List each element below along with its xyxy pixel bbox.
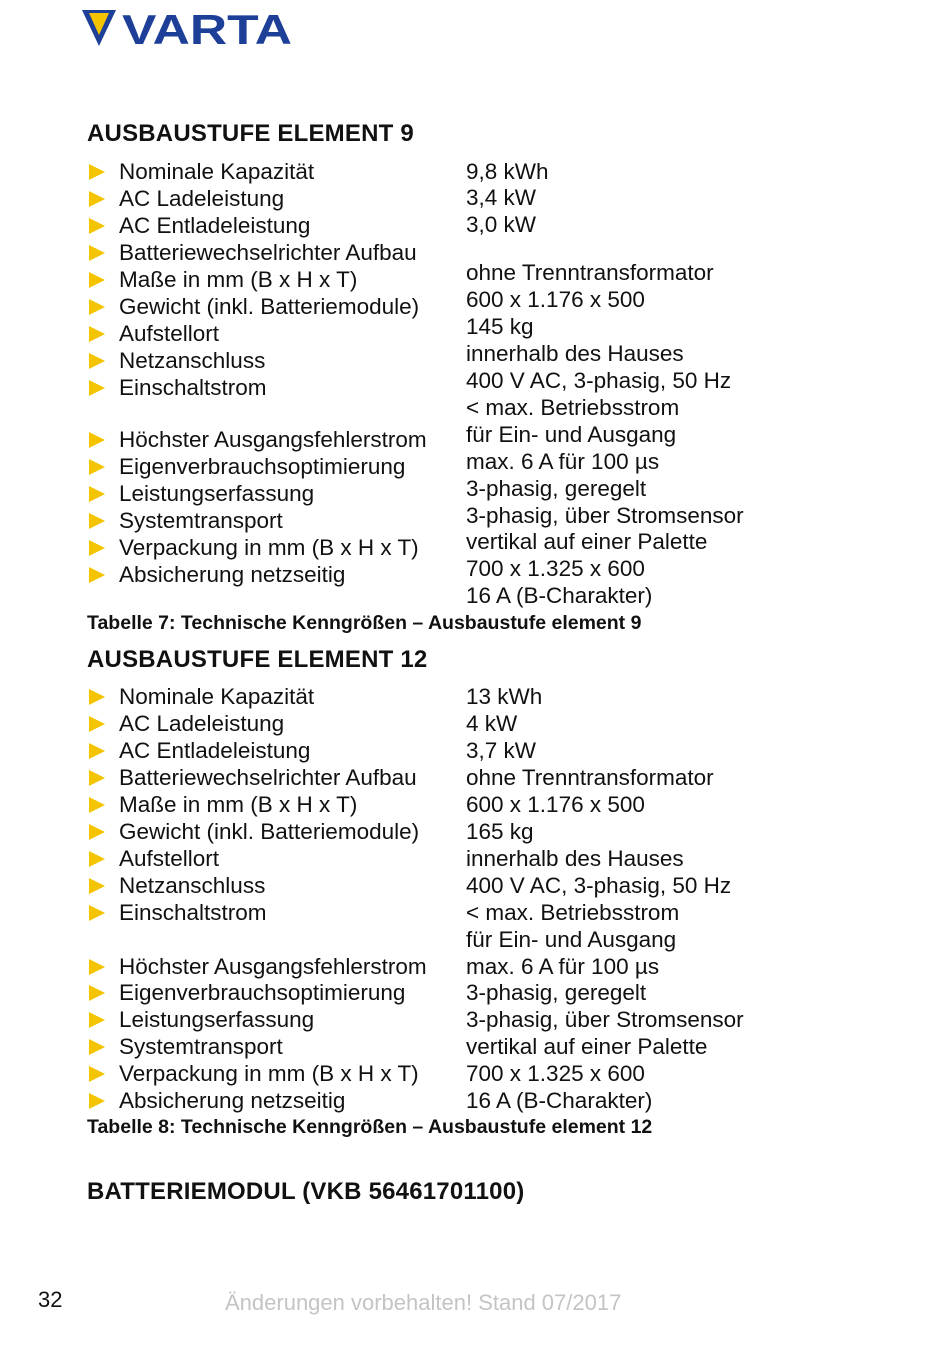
spec-label: Absicherung netzseitig [119, 1088, 346, 1113]
bullet-arrow-icon [89, 905, 105, 921]
spec-label-row [87, 737, 310, 764]
spec-label: Batteriewechselrichter Aufbau [119, 240, 417, 265]
spec-value: 400 V AC, 3-phasig, 50 Hz [466, 873, 732, 898]
spec-label-row [87, 239, 417, 266]
spec-label: Eigenverbrauchsoptimierung [119, 454, 406, 479]
bullet-arrow-icon [89, 272, 105, 288]
spec-label-row [87, 683, 314, 710]
spec-value: 4 kW [466, 711, 518, 736]
spec-label-row [87, 347, 265, 374]
spec-label-row [87, 818, 419, 845]
spec-value: 16 A (B-Charakter) [466, 1088, 653, 1113]
spec-label: Höchster Ausgangsfehlerstrom [119, 427, 427, 452]
spec-value: 600 x 1.176 x 500 [466, 792, 645, 817]
spec-value: vertikal auf einer Palette [466, 529, 708, 554]
spec-label-row [87, 1060, 419, 1087]
spec-label: Netzanschluss [119, 873, 266, 898]
spec-label-row [87, 979, 405, 1006]
spec-value: für Ein- und Ausgang [466, 422, 677, 447]
spec-label: Nominale Kapazität [119, 684, 315, 709]
spec-label: Maße in mm (B x H x T) [119, 792, 358, 817]
table-caption-element-12: Tabelle 8: Technische Kenngrößen – Ausbaustufe element 12 [87, 1116, 653, 1138]
spec-value: 3-phasig, geregelt [466, 476, 647, 501]
spec-label-row [87, 791, 357, 818]
spec-value: 3-phasig, geregelt [466, 980, 647, 1005]
spec-value: vertikal auf einer Palette [466, 1034, 708, 1059]
spec-value: < max. Betriebsstrom [466, 900, 680, 925]
spec-label-row [87, 374, 267, 401]
bullet-arrow-icon [89, 245, 105, 261]
spec-label: AC Entladeleistung [119, 738, 311, 763]
varta-logo-graphic [82, 8, 294, 48]
spec-label-row [87, 872, 265, 899]
footer-note: Änderungen vorbehalten! Stand 07/2017 [225, 1290, 622, 1315]
spec-label-row [87, 426, 427, 453]
spec-value: 3,7 kW [466, 738, 537, 763]
bullet-arrow-icon [89, 218, 105, 234]
spec-value: 3,4 kW [466, 185, 537, 210]
spec-label: Nominale Kapazität [119, 159, 315, 184]
bullet-arrow-icon [89, 716, 105, 732]
spec-label: Leistungserfassung [119, 1007, 315, 1032]
spec-value: 145 kg [466, 314, 534, 339]
spec-value: ohne Trenntransformator [466, 260, 714, 285]
spec-value: 9,8 kWh [466, 159, 549, 184]
spec-label: AC Ladeleistung [119, 711, 285, 736]
bullet-arrow-icon [89, 770, 105, 786]
varta-logo [82, 8, 294, 48]
bullet-arrow-icon [89, 513, 105, 529]
spec-value: innerhalb des Hauses [466, 341, 684, 366]
spec-label: Absicherung netzseitig [119, 562, 346, 587]
spec-value: max. 6 A für 100 µs [466, 449, 660, 474]
spec-label-row [87, 185, 284, 212]
bullet-arrow-icon [89, 743, 105, 759]
spec-label-row [87, 899, 267, 926]
spec-value: 600 x 1.176 x 500 [466, 287, 645, 312]
spec-value: 165 kg [466, 819, 534, 844]
bullet-arrow-icon [89, 540, 105, 556]
spec-value: 13 kWh [466, 684, 543, 709]
spec-value: 3,0 kW [466, 212, 537, 237]
spec-label: Einschaltstrom [119, 375, 267, 400]
bullet-arrow-icon [89, 353, 105, 369]
spec-value: 3-phasig, über Stromsensor [466, 503, 744, 528]
spec-label: Netzanschluss [119, 348, 266, 373]
spec-label: AC Entladeleistung [119, 213, 311, 238]
bullet-arrow-icon [89, 1039, 105, 1055]
logo-wordmark: VARTA [122, 8, 292, 48]
spec-value: 700 x 1.325 x 600 [466, 556, 645, 581]
spec-label-row [87, 1006, 314, 1033]
spec-label: Höchster Ausgangsfehlerstrom [119, 954, 427, 979]
bullet-arrow-icon [89, 326, 105, 342]
bullet-arrow-icon [89, 432, 105, 448]
spec-label: Aufstellort [119, 846, 220, 871]
spec-label-row [87, 1087, 345, 1114]
spec-label: Maße in mm (B x H x T) [119, 267, 358, 292]
spec-label-row [87, 845, 219, 872]
spec-value: ohne Trenntransformator [466, 765, 714, 790]
spec-value: 3-phasig, über Stromsensor [466, 1007, 744, 1032]
spec-label: Systemtransport [119, 1034, 283, 1059]
spec-label-row [87, 507, 283, 534]
bullet-arrow-icon [89, 380, 105, 396]
spec-value: 400 V AC, 3-phasig, 50 Hz [466, 368, 732, 393]
bullet-arrow-icon [89, 459, 105, 475]
spec-label: AC Ladeleistung [119, 186, 285, 211]
spec-label-row [87, 320, 219, 347]
page-number: 32 [38, 1287, 63, 1312]
spec-label: Gewicht (inkl. Batteriemodule) [119, 819, 420, 844]
section-heading-element-9: AUSBAUSTUFE ELEMENT 9 [87, 120, 414, 147]
bullet-arrow-icon [89, 567, 105, 583]
spec-value: max. 6 A für 100 µs [466, 954, 660, 979]
bullet-arrow-icon [89, 1066, 105, 1082]
bullet-arrow-icon [89, 959, 105, 975]
spec-label: Batteriewechselrichter Aufbau [119, 765, 417, 790]
bullet-arrow-icon [89, 1012, 105, 1028]
bullet-arrow-icon [89, 797, 105, 813]
spec-label-row [87, 710, 284, 737]
bullet-arrow-icon [89, 985, 105, 1001]
spec-label-row [87, 293, 419, 320]
bullet-arrow-icon [89, 191, 105, 207]
spec-label-row [87, 534, 419, 561]
spec-label-row [87, 212, 310, 239]
bullet-arrow-icon [89, 299, 105, 315]
section-heading-element-12: AUSBAUSTUFE ELEMENT 12 [87, 646, 428, 673]
table-caption-element-9: Tabelle 7: Technische Kenngrößen – Ausbaustufe element 9 [87, 612, 642, 634]
spec-label-row [87, 453, 405, 480]
spec-label: Verpackung in mm (B x H x T) [119, 535, 419, 560]
bullet-arrow-icon [89, 878, 105, 894]
bullet-arrow-icon [89, 824, 105, 840]
spec-label-row [87, 764, 417, 791]
spec-label-row [87, 266, 357, 293]
spec-label: Gewicht (inkl. Batteriemodule) [119, 294, 420, 319]
spec-label-row [87, 480, 314, 507]
spec-label: Systemtransport [119, 508, 283, 533]
spec-label-row [87, 158, 314, 185]
bullet-arrow-icon [89, 164, 105, 180]
spec-label-row [87, 953, 427, 980]
spec-value: innerhalb des Hauses [466, 846, 684, 871]
spec-label: Aufstellort [119, 321, 220, 346]
spec-label: Eigenverbrauchsoptimierung [119, 980, 406, 1005]
spec-label-row [87, 561, 345, 588]
spec-label: Leistungserfassung [119, 481, 315, 506]
spec-value: für Ein- und Ausgang [466, 927, 677, 952]
spec-value: 700 x 1.325 x 600 [466, 1061, 645, 1086]
bullet-arrow-icon [89, 1093, 105, 1109]
spec-value: 16 A (B-Charakter) [466, 583, 653, 608]
section-heading-batteriemodul: BATTERIEMODUL (VKB 56461701100) [87, 1178, 525, 1205]
spec-label: Verpackung in mm (B x H x T) [119, 1061, 419, 1086]
spec-label: Einschaltstrom [119, 900, 267, 925]
bullet-arrow-icon [89, 486, 105, 502]
bullet-arrow-icon [89, 851, 105, 867]
spec-value: < max. Betriebsstrom [466, 395, 680, 420]
spec-label-row [87, 1033, 283, 1060]
bullet-arrow-icon [89, 689, 105, 705]
